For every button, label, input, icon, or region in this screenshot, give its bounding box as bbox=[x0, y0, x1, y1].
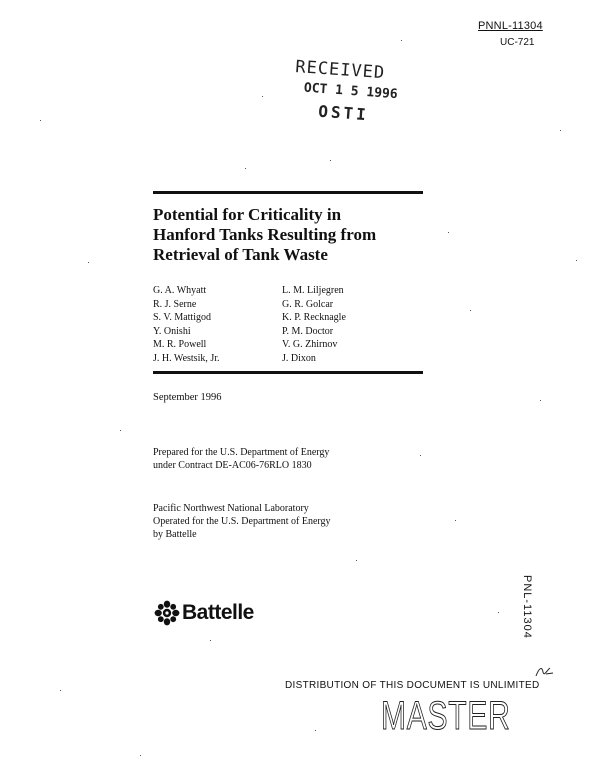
title-line-1: Potential for Criticality in bbox=[153, 205, 342, 224]
prepared-line-2: under Contract DE-AC06-76RLO 1830 bbox=[153, 460, 312, 471]
author: P. M. Doctor bbox=[282, 325, 334, 337]
bottom-rule bbox=[153, 371, 423, 374]
author: G. A. Whyatt bbox=[153, 285, 207, 296]
author: J. H. Westsik, Jr. bbox=[153, 352, 220, 364]
master-stamp: MASTER bbox=[381, 694, 511, 738]
uc-number: UC-721 bbox=[500, 37, 535, 48]
top-rule bbox=[153, 191, 423, 194]
author: R. J. Serne bbox=[153, 298, 197, 310]
handwritten-initials-icon bbox=[534, 664, 554, 680]
received-stamp bbox=[292, 58, 426, 127]
laboratory-info bbox=[153, 502, 331, 541]
author: V. G. Zhirnov bbox=[282, 339, 338, 350]
author: J. Dixon bbox=[282, 352, 316, 364]
authors-left-column bbox=[153, 284, 220, 365]
prepared-line-1: Prepared for the U.S. Department of Energy bbox=[153, 447, 330, 458]
title-line-2: Hanford Tanks Resulting from bbox=[153, 225, 377, 244]
stamp-received: RECEIVED bbox=[294, 57, 386, 84]
author: Y. Onishi bbox=[153, 325, 191, 337]
authors-right-column bbox=[282, 284, 346, 365]
battelle-logo bbox=[154, 600, 254, 626]
side-report-number: PNL-11304 bbox=[521, 575, 533, 639]
title-line-3: Retrieval of Tank Waste bbox=[153, 245, 328, 264]
document-title bbox=[153, 205, 433, 265]
stamp-osti: OSTI bbox=[317, 101, 370, 125]
lab-line-2: Operated for the U.S. Department of Energy bbox=[153, 516, 331, 527]
report-number: PNNL-11304 bbox=[478, 20, 543, 32]
lab-line-3: by Battelle bbox=[153, 529, 197, 540]
author: M. R. Powell bbox=[153, 339, 207, 350]
publication-date: September 1996 bbox=[153, 392, 222, 403]
logo-text: Battelle bbox=[182, 601, 254, 624]
author: S. V. Mattigod bbox=[153, 312, 211, 323]
lab-line-1: Pacific Northwest National Laboratory bbox=[153, 503, 309, 514]
author: K. P. Recknagle bbox=[282, 312, 346, 323]
stamp-date: OCT 1 5 1996 bbox=[303, 80, 399, 102]
battelle-star-icon bbox=[154, 600, 180, 626]
prepared-for bbox=[153, 446, 329, 472]
author: L. M. Liljegren bbox=[282, 285, 344, 296]
distribution-statement: DISTRIBUTION OF THIS DOCUMENT IS UNLIMITED bbox=[285, 680, 540, 691]
author: G. R. Golcar bbox=[282, 298, 334, 310]
